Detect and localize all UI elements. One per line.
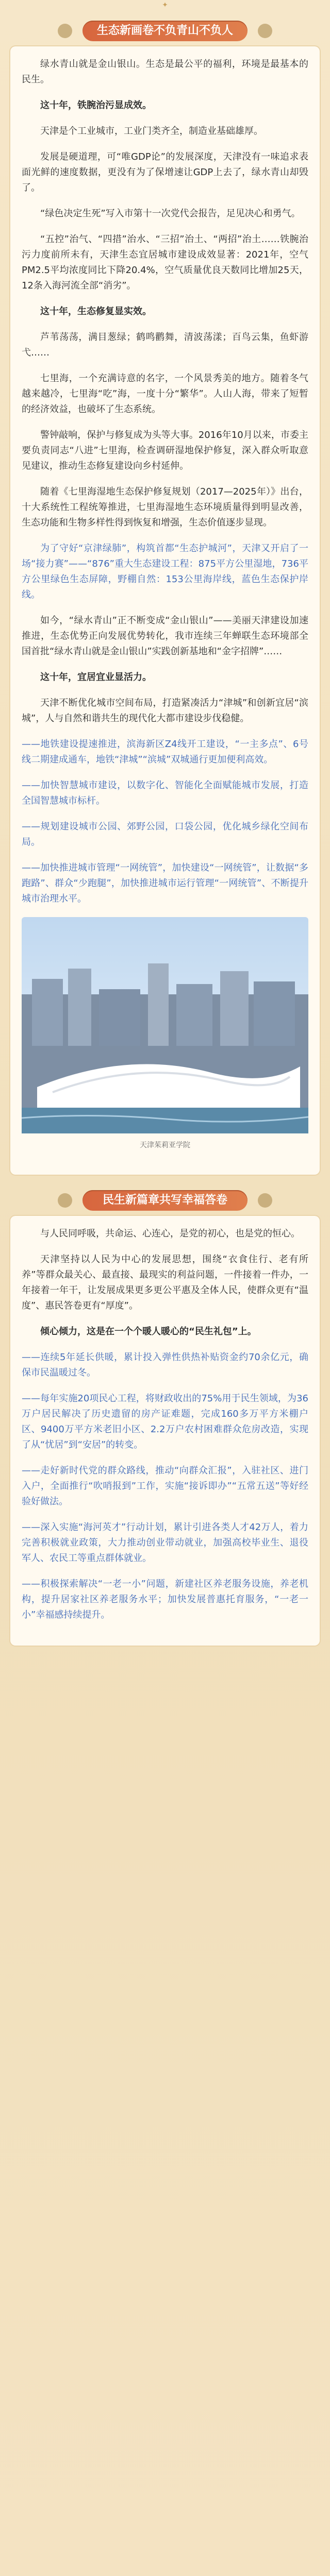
paragraph: 如今，“绿水青山”正不断变成“金山银山”——美丽天津建设加速推进，生态优势正向发展优势转化，我市连续三年蝉联生态环境部全国首批“绿水青山就是金山银山”实践创新基地和“金字招牌”…… <box>22 615 308 657</box>
paragraph: 发展是硬道理，可“唯GDP论”的发展深度，天津没有一味追求表面光鲜的速度数据，更没有为了保增速让GDP上去了，绿水青山却毁了。 <box>22 151 308 193</box>
flag-icon-left <box>58 1193 72 1208</box>
paragraph: 芦苇荡荡，满目葱绿；鹤鸣鹳舞，清波荡漾；百鸟云集，鱼虾游弋…… <box>22 332 308 358</box>
bullet-paragraph: ——地铁建设提速推进，滨海新区Z4线开工建设，“一主多点”、6号线二期建成通车，地铁“津城”“滨城”双城通行更加便利高效。 <box>22 739 308 765</box>
bullet-paragraph: ——连续5年延长供暖，累计投入弹性供热补贴资金约70余亿元，确保市民温暖过冬。 <box>22 1352 308 1378</box>
bullet-paragraph: ——加快推进城市管理“一网统管”，加快建设“一网统管”，让数据“多跑路”、群众“少跑腿”，加快推进城市运行管理“一网统管”、不断提升城市治理水平。 <box>22 862 308 904</box>
bullet-paragraph: ——积极探索解决“一老一小”问题，新建社区养老服务设施，养老机构，提升居家社区养老服务水平；加快发展普惠托育服务，“一老一小”幸福感持续提升。 <box>22 1579 308 1620</box>
bullet-paragraph: ——规划建设城市公园、郊野公园，口袋公园，优化城乡绿化空间布局。 <box>22 821 308 848</box>
bullet-paragraph: ——深入实施“海河英才”行动计划，累计引进各类人才42万人，着力完善积极就业政策，大力推动创业带动就业，加强高校毕业生、退役军人、农民工等重点群体就业。 <box>22 1522 308 1564</box>
paragraph-blue: 为了守好“京津绿肺”，构筑首都“生态护城河”，天津又开启了一场“接力赛”——“876”重大生态建设工程：875平方公里湿地，736平方公里绿色生态屏障，野棚自然：153公里海岸线，蓝色生态保护岸线。 <box>22 543 308 600</box>
top-ornament-icon: ✦ <box>162 1 168 9</box>
subheading: 这十年，铁腕治污显成效。 <box>40 100 152 111</box>
paragraph: 随着《七里海湿地生态保护修复规划（2017—2025年）》出台，十大系统性工程统筹推进，七里海湿地生态环境质量得到明显改善，生态功能和生物多样性得到恢复和增强，生态价值逐步显现。 <box>22 486 308 528</box>
paragraph: 与人民同呼吸，共命运、心连心，是党的初心，也是党的恒心。 <box>40 1228 300 1239</box>
photo-juilliard <box>22 917 308 1150</box>
paragraph: “绿色决定生死”写入市第十一次党代会报告，足见决心和勇气。 <box>40 208 301 219</box>
section2-title: 民生新篇章共写幸福答卷 <box>82 1190 248 1211</box>
bullet-paragraph: ——加快智慧城市建设，以数字化、智能化全面赋能城市发展，打造全国智慧城市标杆。 <box>22 780 308 806</box>
cityscape-illustration <box>22 917 308 1133</box>
section1-header <box>21 15 309 46</box>
paragraph: 天津不断优化城市空间布局，打造紧凑活力“津城”和创新宜居“滨城”，人与自然和谐共生的现代化大都市建设步伐稳健。 <box>22 698 308 724</box>
paragraph: 绿水青山就是金山银山。生态是最公平的福利，环境是最基本的民生。 <box>22 59 308 85</box>
paragraph: 天津是个工业城市，工业门类齐全，制造业基础雄厚。 <box>40 126 263 137</box>
section1-title: 生态新画卷不负青山不负人 <box>82 21 248 41</box>
flag-icon-right <box>258 1193 272 1208</box>
paragraph-highlight: “五控”治气、“四措”治水、“三招”治土、“两招”治土……铁腕治污力度前所未有，天津生态宜居城市建设成效显著：2021年，空气PM2.5平均浓度同比下降20.4%，空气质量优良天数同比增加25天，12条入海河流全部“消劣”。 <box>22 234 308 291</box>
subheading: 这十年，宜居宜业显活力。 <box>40 672 152 683</box>
section2-header <box>21 1185 309 1216</box>
bullet-paragraph: ——每年实施20项民心工程，将财政收出的75%用于民生领域，为36万户居民解决了历史遗留的房产证难题，完成160多万平方米棚户区、9400万平方米老旧小区、2.2万户农村困难群众危房改造，实现了从“忧居”到“安居”的转变。 <box>22 1393 308 1450</box>
flag-icon-left <box>58 24 72 38</box>
subheading: 倾心倾力，这是在一个个暖人暖心的“民生礼包”上。 <box>40 1326 257 1337</box>
paragraph: 天津坚持以人民为中心的发展思想，围绕“衣食住行、老有所养”等群众最关心、最直接、最现实的利益问题，一件接着一件办，一年接着一年干，让发展成果更多更公平惠及全体人民，使群众更有“温度”、惠民答卷更有“厚度”。 <box>22 1254 308 1311</box>
bullet-paragraph: ——走好新时代党的群众路线，推动“向群众汇报”，入驻社区、进门入户，全面推行“吹哨报到”工作，实施“接诉即办”“五常五送”等好经验好做法。 <box>22 1465 308 1507</box>
section1-card <box>10 46 320 1175</box>
photo-caption: 天津茱莉亚学院 <box>140 1141 190 1149</box>
paragraph: 七里海，一个充满诗意的名字，一个风景秀美的地方。随着冬气越来越冷，七里海“吃”海，一度十分“繁华”。人山人海，带来了短暂的经济效益，也破坏了生态系统。 <box>22 373 308 415</box>
section2-card <box>10 1216 320 1646</box>
paragraph: 警钟敲响，保护与修复成为头等大事。2016年10月以来，市委主要负责同志“八进”七里海，检查调研湿地保护修复，深入群众听取意见建议，推动生态修复建设向乡村延伸。 <box>22 430 308 471</box>
subheading: 这十年，生态修复显实效。 <box>40 306 152 317</box>
flag-icon-right <box>258 24 272 38</box>
